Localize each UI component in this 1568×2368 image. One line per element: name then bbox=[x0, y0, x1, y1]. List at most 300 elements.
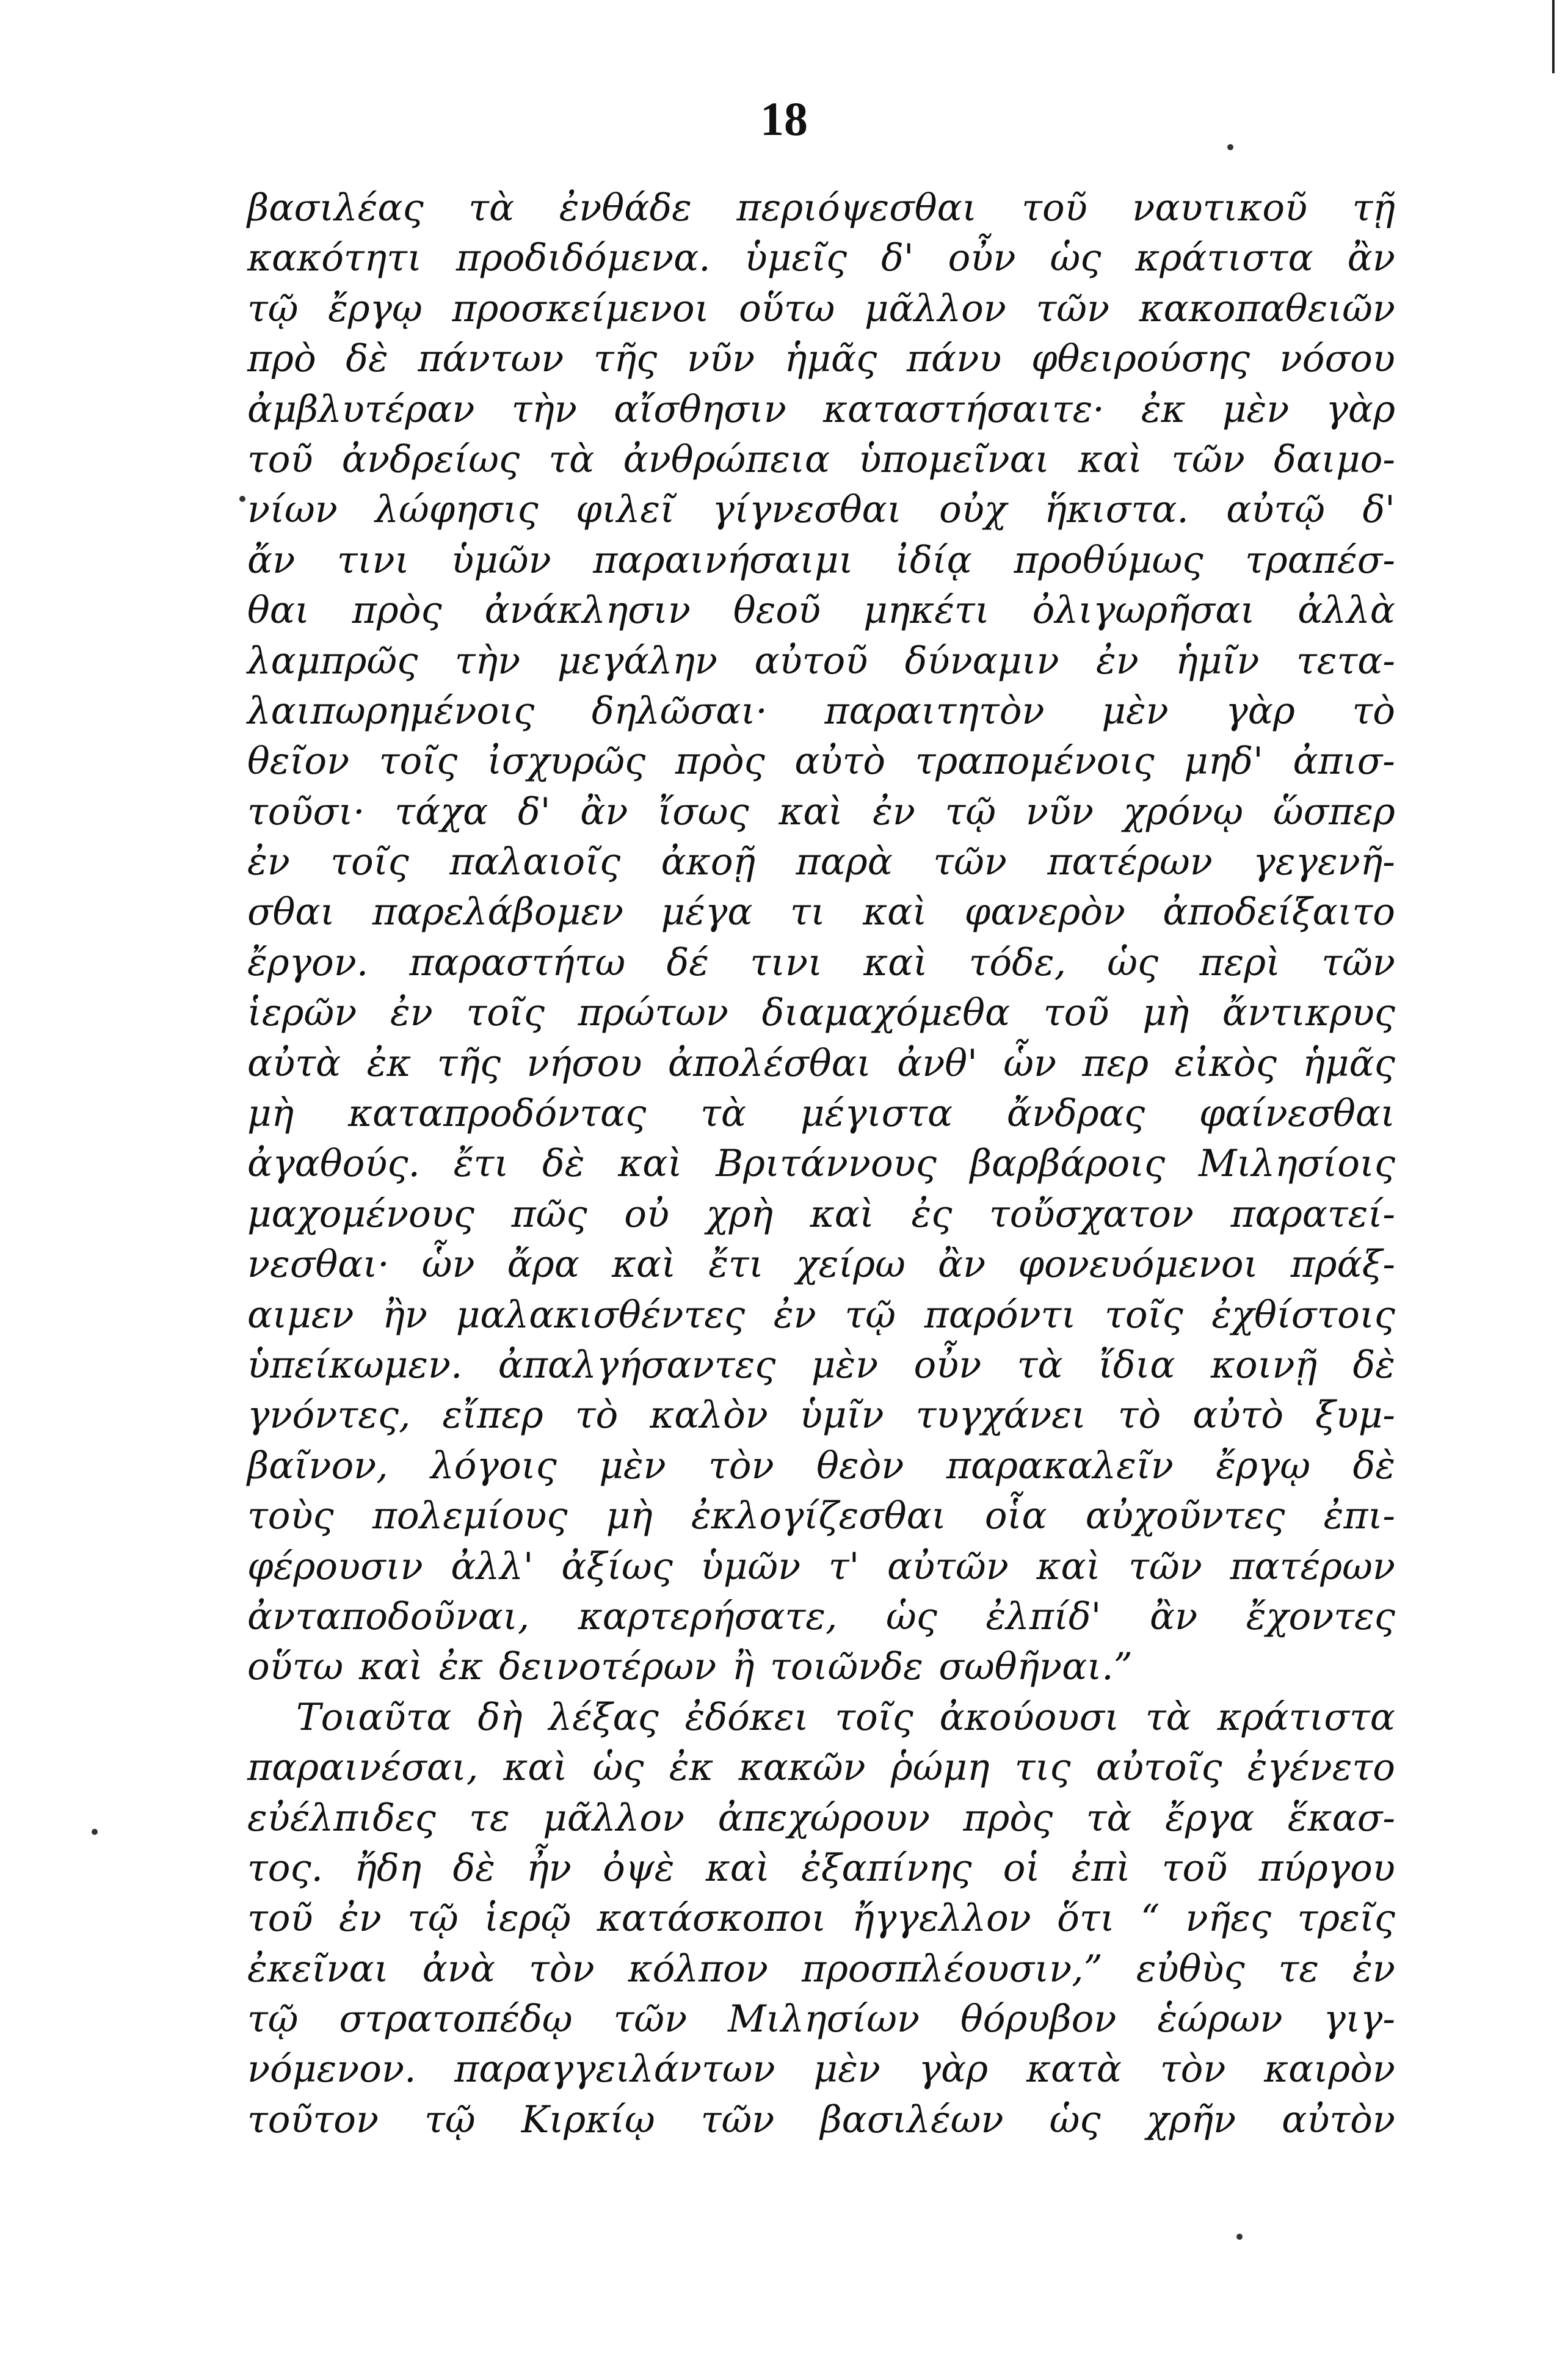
word: δὲ bbox=[346, 337, 388, 381]
word: βαρβάροις bbox=[970, 1142, 1166, 1186]
word: παραστήτω bbox=[409, 940, 626, 984]
word: ἤγγελλον bbox=[852, 1897, 1031, 1941]
word: σωθῆναι.” bbox=[938, 1645, 1133, 1689]
word: ἐκεῖναι bbox=[247, 1947, 389, 1991]
word: γὰρ bbox=[1225, 689, 1295, 733]
word: παρελάβομεν bbox=[372, 890, 624, 934]
word: οὐ bbox=[624, 1192, 670, 1236]
word: ἢν bbox=[382, 1293, 427, 1337]
word: δ' bbox=[518, 790, 551, 834]
word: μὴ bbox=[606, 1494, 653, 1538]
word: σθαι bbox=[247, 890, 335, 934]
speck-mark bbox=[1236, 2234, 1243, 2240]
word: αὐτῶν bbox=[887, 1544, 1009, 1588]
word: πύργου bbox=[1258, 1846, 1395, 1890]
word: οὖν bbox=[948, 236, 1016, 280]
word: ἀξίως bbox=[561, 1544, 673, 1588]
word: αιμεν bbox=[247, 1293, 354, 1337]
word: καὶ bbox=[810, 1192, 874, 1236]
word: τοῦ bbox=[1022, 186, 1087, 230]
text-line bbox=[247, 1290, 1395, 1340]
text-line bbox=[247, 536, 1395, 586]
word: τοιῶνδε bbox=[770, 1645, 923, 1689]
word: γεγενῆ- bbox=[1253, 840, 1395, 884]
word: τὰ bbox=[1017, 1343, 1063, 1387]
word: χρῆν bbox=[1146, 2097, 1236, 2141]
word: ἐν bbox=[773, 1293, 816, 1337]
word: τινι bbox=[750, 940, 822, 984]
word: πῶς bbox=[511, 1192, 587, 1236]
word: τῶν bbox=[1036, 286, 1110, 330]
word: μὲν bbox=[813, 2047, 880, 2091]
word: φονευόμενοι bbox=[1018, 1243, 1258, 1287]
word: ἐν bbox=[390, 991, 433, 1035]
word: Κιρκίῳ bbox=[521, 2097, 655, 2141]
text-line bbox=[247, 2044, 1395, 2094]
word: καλὸν bbox=[650, 1393, 768, 1437]
text-line bbox=[247, 686, 1395, 736]
text-line bbox=[247, 1139, 1395, 1189]
word: τῷ bbox=[247, 1997, 299, 2041]
word: προδιδόμενα. bbox=[456, 236, 711, 280]
text-line bbox=[247, 1693, 1395, 1743]
word: ἡμῖν bbox=[1175, 639, 1260, 683]
word: λαιπωρημένοις bbox=[247, 689, 535, 733]
word: δὲ bbox=[1352, 1444, 1395, 1487]
word: δ' bbox=[881, 236, 914, 280]
word: ἄνδρας bbox=[1006, 1092, 1145, 1136]
word: τὸν bbox=[708, 1444, 774, 1487]
word: κακότητι bbox=[247, 236, 422, 280]
word: πάντων bbox=[418, 337, 564, 381]
word: τε bbox=[469, 1796, 510, 1840]
word: ἀκούουσι bbox=[939, 1695, 1120, 1739]
text-line bbox=[247, 1491, 1395, 1541]
word: γὰρ bbox=[918, 2047, 989, 2091]
word: τοῦτον bbox=[247, 2097, 379, 2141]
word: τ' bbox=[828, 1544, 860, 1588]
word: παρατεί- bbox=[1230, 1192, 1395, 1236]
word: κράτιστα bbox=[1217, 1695, 1395, 1739]
word: τοῦ bbox=[247, 1897, 313, 1941]
word: γνόντες, bbox=[247, 1393, 411, 1437]
word: πρώτων bbox=[578, 991, 728, 1035]
text-line bbox=[247, 1894, 1395, 1944]
word: τοῖς bbox=[466, 991, 545, 1035]
word: Μιλησίοις bbox=[1199, 1142, 1395, 1186]
word: χρόνῳ bbox=[1123, 790, 1244, 834]
text-line bbox=[247, 1542, 1395, 1592]
word: λαμπρῶς bbox=[247, 639, 418, 683]
word: πάνυ bbox=[906, 337, 1002, 381]
word: ἡμᾶς bbox=[1302, 1041, 1395, 1085]
word: ἄρα bbox=[507, 1243, 579, 1287]
word: εἰκὸς bbox=[1174, 1041, 1277, 1085]
word: τοῦ bbox=[247, 437, 313, 481]
word: αὐτοῖς bbox=[1095, 1746, 1222, 1790]
word: θεοῦ bbox=[733, 589, 821, 633]
word: ἐκ bbox=[438, 1645, 484, 1689]
word: Βριτάννους bbox=[716, 1142, 937, 1186]
word: τόδε, bbox=[968, 940, 1067, 984]
word: τῶν bbox=[700, 2097, 775, 2141]
word: νήσου bbox=[526, 1041, 642, 1085]
word: λώφησις bbox=[375, 488, 539, 532]
word: τρεῖς bbox=[1297, 1897, 1395, 1941]
word: γίγνεσθαι bbox=[712, 488, 902, 532]
word: τῷ bbox=[945, 790, 996, 834]
word: οὕτω bbox=[739, 286, 835, 330]
word: ἂν bbox=[580, 790, 628, 834]
word: εὐέλπιδες bbox=[247, 1796, 436, 1840]
word: δὲ bbox=[1352, 1343, 1395, 1387]
word: πρὸς bbox=[352, 589, 442, 633]
word: ἔργα bbox=[1165, 1796, 1255, 1840]
word: μαλακισθέντες bbox=[456, 1293, 746, 1337]
word: ἰσχυρῶς bbox=[487, 739, 646, 783]
word: ἂν bbox=[937, 1243, 986, 1287]
word: ἐκ bbox=[669, 1746, 714, 1790]
word: τοῦ bbox=[1161, 1846, 1228, 1890]
word: ἦν bbox=[526, 1846, 572, 1890]
word: ὡς bbox=[885, 1594, 937, 1638]
word: ἐκ bbox=[366, 1041, 412, 1085]
word: φθειρούσης bbox=[1031, 337, 1250, 381]
word: ἔργον. bbox=[247, 940, 369, 984]
word: ἂν bbox=[1149, 1594, 1198, 1638]
word: ἀπαλγήσαντες bbox=[498, 1343, 776, 1387]
word: καὶ bbox=[863, 940, 928, 984]
text-line bbox=[247, 1240, 1395, 1290]
word: πατέρων bbox=[1230, 1544, 1395, 1588]
word: οὐχ bbox=[939, 488, 1007, 532]
word: Μιλησίων bbox=[728, 1997, 920, 2041]
word: καὶ bbox=[779, 790, 843, 834]
word: ἀνταποδοῦναι, bbox=[247, 1594, 530, 1638]
word: μαχομένους bbox=[247, 1192, 474, 1236]
word: μὲν bbox=[811, 1343, 879, 1387]
word: μᾶλλον bbox=[864, 286, 1006, 330]
word: παλαιοῖς bbox=[449, 840, 621, 884]
word: τὸν bbox=[529, 1947, 595, 1991]
word: ὧν bbox=[1003, 1041, 1057, 1085]
word: τοῖς bbox=[330, 840, 409, 884]
word: ὧν bbox=[421, 1243, 475, 1287]
word: ὡς bbox=[1107, 940, 1159, 984]
word: τῶν bbox=[1321, 940, 1395, 984]
word: μᾶλλον bbox=[543, 1796, 685, 1840]
word: ἐκλογίζεσθαι bbox=[691, 1494, 946, 1538]
word: ἐξαπίνης bbox=[801, 1846, 972, 1890]
word: νεσθαι· bbox=[247, 1243, 390, 1287]
text-line bbox=[247, 1441, 1395, 1491]
word: νῦν bbox=[686, 337, 755, 381]
word: τὸ bbox=[1352, 689, 1395, 733]
word: τραπομένοις bbox=[915, 739, 1155, 783]
text-line bbox=[247, 1189, 1395, 1240]
word: ὑμῖν bbox=[799, 1393, 884, 1437]
text-line bbox=[247, 887, 1395, 937]
word: καὶ bbox=[618, 1142, 683, 1186]
word: τοῖς bbox=[835, 1695, 913, 1739]
word: φιλεῖ bbox=[576, 488, 675, 532]
word: τοῖς bbox=[379, 739, 458, 783]
word: τοῦ bbox=[1043, 991, 1109, 1035]
word: καρτερήσατε, bbox=[578, 1594, 838, 1638]
word: ἕκασ- bbox=[1287, 1796, 1395, 1840]
word: ὥσπερ bbox=[1272, 790, 1395, 834]
word: τοῦσι· bbox=[247, 790, 365, 834]
word: τετα- bbox=[1296, 639, 1395, 683]
word: μὴ bbox=[1142, 991, 1189, 1035]
text-line bbox=[247, 284, 1395, 334]
word: τῷ bbox=[424, 2097, 476, 2141]
word: δέ bbox=[666, 940, 710, 984]
text-line bbox=[247, 837, 1395, 887]
word: οἱ bbox=[1003, 1846, 1040, 1890]
word: “ bbox=[1140, 1897, 1160, 1941]
word: αὐτὸ bbox=[794, 739, 886, 783]
word: τὸ bbox=[1117, 1393, 1161, 1437]
word: καταστήσαιτε· bbox=[823, 387, 1105, 431]
word: τι bbox=[789, 890, 826, 934]
word: ξυμ- bbox=[1315, 1393, 1395, 1437]
word: καὶ bbox=[863, 890, 927, 934]
word: αὐτὸν bbox=[1282, 2097, 1395, 2141]
text-line bbox=[247, 1994, 1395, 2044]
word: ὑμεῖς bbox=[744, 236, 848, 280]
word: ἐχθίστοις bbox=[1211, 1293, 1395, 1337]
word: ὑμῶν bbox=[700, 1544, 801, 1588]
word: ἰδίᾳ bbox=[895, 538, 972, 582]
word: καταπροδόντας bbox=[347, 1092, 647, 1136]
word: θόρυβον bbox=[960, 1997, 1117, 2041]
word: καὶ bbox=[503, 1746, 568, 1790]
word: αὐχοῦντες bbox=[1085, 1494, 1285, 1538]
text-line bbox=[247, 1390, 1395, 1440]
word: νῦν bbox=[1025, 790, 1094, 834]
text-line bbox=[247, 2095, 1395, 2145]
word: παραγγειλάντων bbox=[454, 2047, 775, 2091]
word: πρὸς bbox=[963, 1796, 1053, 1840]
word: ἔτι bbox=[453, 1142, 509, 1186]
word: δ' bbox=[1362, 488, 1395, 532]
word: ἐπι- bbox=[1323, 1494, 1395, 1538]
text-line bbox=[247, 1944, 1395, 1994]
word: θεῖον bbox=[247, 739, 350, 783]
word: γὰρ bbox=[1326, 387, 1395, 431]
word: πατέρων bbox=[1047, 840, 1213, 884]
word: στρατοπέδῳ bbox=[339, 1997, 573, 2041]
word: ὡς bbox=[592, 1746, 644, 1790]
word: δηλῶσαι· bbox=[591, 689, 768, 733]
word: χείρω bbox=[796, 1243, 906, 1287]
word: τῇ bbox=[1352, 186, 1395, 230]
word: ἀμβλυτέραν bbox=[247, 387, 475, 431]
word: τινι bbox=[336, 538, 410, 582]
word: ἐκ bbox=[1141, 387, 1186, 431]
word: ἐπὶ bbox=[1071, 1846, 1131, 1890]
word: κατὰ bbox=[1026, 2047, 1122, 2091]
word: οὕτω bbox=[247, 1645, 344, 1689]
word: τῶν bbox=[1171, 437, 1245, 481]
word: τὰ bbox=[548, 437, 595, 481]
text-line bbox=[247, 988, 1395, 1038]
word: νόμενον. bbox=[247, 2047, 416, 2091]
text-line bbox=[247, 636, 1395, 686]
word: τὰ bbox=[1086, 1796, 1132, 1840]
word: ὡς bbox=[1050, 236, 1102, 280]
word: Τοιαῦτα bbox=[296, 1695, 452, 1739]
word: κόλπον bbox=[628, 1947, 768, 1991]
text-line bbox=[247, 1642, 1395, 1692]
word: τὴν bbox=[454, 639, 521, 683]
word: τῷ bbox=[844, 1293, 896, 1337]
word: ἀπολέσθαι bbox=[667, 1041, 871, 1085]
word: καὶ bbox=[358, 1645, 424, 1689]
word: ῥώμη bbox=[890, 1746, 990, 1790]
word: πράξ- bbox=[1290, 1243, 1395, 1287]
word: τοῖς bbox=[1105, 1293, 1183, 1337]
word: ὀλιγωρῆσαι bbox=[1032, 589, 1255, 633]
word: μὲν bbox=[1102, 689, 1169, 733]
word: τῶν bbox=[613, 1997, 688, 2041]
word: παραινέσαι, bbox=[247, 1746, 479, 1790]
word: ἄν bbox=[247, 538, 296, 582]
word: ὑπομεῖναι bbox=[858, 437, 1050, 481]
word: νόσου bbox=[1279, 337, 1395, 381]
word: ἐς bbox=[911, 1192, 953, 1236]
word: περ bbox=[1082, 1041, 1149, 1085]
word: δύναμιν bbox=[904, 639, 1059, 683]
word: δὲ bbox=[542, 1142, 585, 1186]
word: ὀψὲ bbox=[603, 1846, 675, 1890]
word: παρακαλεῖν bbox=[946, 1444, 1174, 1487]
word: κράτιστα bbox=[1135, 236, 1313, 280]
word: δὴ bbox=[477, 1695, 523, 1739]
word: καιρὸν bbox=[1264, 2047, 1395, 2091]
word: ἀνδρείως bbox=[341, 437, 520, 481]
word: τῶν bbox=[1128, 1544, 1202, 1588]
word: λόγοις bbox=[430, 1444, 557, 1487]
text-line bbox=[247, 485, 1395, 535]
word: τὸν bbox=[1160, 2047, 1226, 2091]
word: γιγ- bbox=[1323, 1997, 1395, 2041]
text-line bbox=[247, 1743, 1395, 1793]
word: εἴπερ bbox=[442, 1393, 543, 1437]
word: πρὸ bbox=[247, 337, 316, 381]
word: παραινήσαιμι bbox=[593, 538, 854, 582]
word: ἀγαθούς. bbox=[247, 1142, 420, 1186]
text-line bbox=[247, 736, 1395, 786]
word: καὶ bbox=[612, 1243, 677, 1287]
word: ἢ bbox=[731, 1645, 755, 1689]
word: ὡς bbox=[1049, 2097, 1101, 2141]
word: περιόψεσθαι bbox=[736, 186, 977, 230]
word: μὴ bbox=[247, 1092, 294, 1136]
word: βαῖνον, bbox=[247, 1444, 388, 1487]
body-text bbox=[247, 183, 1395, 2145]
word: δαιμο- bbox=[1274, 437, 1395, 481]
word: ἐν bbox=[247, 840, 290, 884]
word: ἐλπίδ' bbox=[985, 1594, 1102, 1638]
word: τῶν bbox=[933, 840, 1007, 884]
speck-mark bbox=[92, 1829, 98, 1835]
word: ἐγένετο bbox=[1247, 1746, 1395, 1790]
word: ἔργῳ bbox=[1216, 1444, 1311, 1487]
word: μηκέτι bbox=[863, 589, 990, 633]
word: ἐν bbox=[873, 790, 915, 834]
word: θεὸν bbox=[816, 1444, 904, 1487]
word: ἀνθ' bbox=[897, 1041, 978, 1085]
word: ὑπείκωμεν. bbox=[247, 1343, 463, 1387]
word: ἴσως bbox=[658, 790, 749, 834]
word: ἐνθάδε bbox=[559, 186, 692, 230]
word: τὰ bbox=[468, 186, 515, 230]
text-line bbox=[247, 334, 1395, 384]
word: τῷ bbox=[407, 1897, 459, 1941]
word: προσκείμενοι bbox=[452, 286, 710, 330]
word: ἀλλ' bbox=[451, 1544, 534, 1588]
word: περὶ bbox=[1199, 940, 1281, 984]
word: παραιτητὸν bbox=[824, 689, 1045, 733]
text-line bbox=[247, 1089, 1395, 1139]
word: τῆς bbox=[437, 1041, 501, 1085]
page-edge-rule bbox=[1552, 0, 1555, 73]
word: τος. bbox=[247, 1846, 324, 1890]
word: δεινοτέρων bbox=[499, 1645, 717, 1689]
word: προθύμως bbox=[1014, 538, 1203, 582]
word: μεγάλην bbox=[557, 639, 718, 683]
word: τραπέσ- bbox=[1245, 538, 1395, 582]
word: τις bbox=[1014, 1746, 1071, 1790]
word: χρὴ bbox=[706, 1192, 774, 1236]
word: οἷα bbox=[984, 1494, 1047, 1538]
word: καὶ bbox=[705, 1846, 770, 1890]
word: ἡμᾶς bbox=[784, 337, 877, 381]
text-line bbox=[247, 1793, 1395, 1843]
word: πρὸς bbox=[675, 739, 765, 783]
word: ὅτι bbox=[1057, 1897, 1115, 1941]
word: τὰ bbox=[700, 1092, 747, 1136]
word: ἀλλὰ bbox=[1298, 589, 1395, 633]
word: βασιλέων bbox=[820, 2097, 1004, 2141]
word: ἀπισ- bbox=[1293, 739, 1395, 783]
text-line bbox=[247, 938, 1395, 988]
word: τὸ bbox=[575, 1393, 619, 1437]
word: τάχα bbox=[394, 790, 488, 834]
word: ἴδια bbox=[1098, 1343, 1175, 1387]
word: τυγχάνει bbox=[915, 1393, 1086, 1437]
word: μέγιστα bbox=[800, 1092, 953, 1136]
text-line bbox=[247, 1592, 1395, 1642]
word: μέγα bbox=[661, 890, 753, 934]
word: ἀνὰ bbox=[422, 1947, 496, 1991]
word: τῷ bbox=[247, 286, 299, 330]
word: νίων bbox=[247, 488, 338, 532]
word: φανερὸν bbox=[964, 890, 1125, 934]
word: ἄντικρυς bbox=[1222, 991, 1395, 1035]
word: λέξας bbox=[548, 1695, 659, 1739]
word: κακοπαθειῶν bbox=[1139, 286, 1395, 330]
word: ἀνάκλησιν bbox=[484, 589, 691, 633]
word: κατάσκοποι bbox=[597, 1897, 827, 1941]
word: ἐν bbox=[1352, 1947, 1395, 1991]
word: πολεμίους bbox=[372, 1494, 568, 1538]
word: καὶ bbox=[1036, 1544, 1101, 1588]
word: τε bbox=[1278, 1947, 1319, 1991]
text-line bbox=[247, 1340, 1395, 1390]
